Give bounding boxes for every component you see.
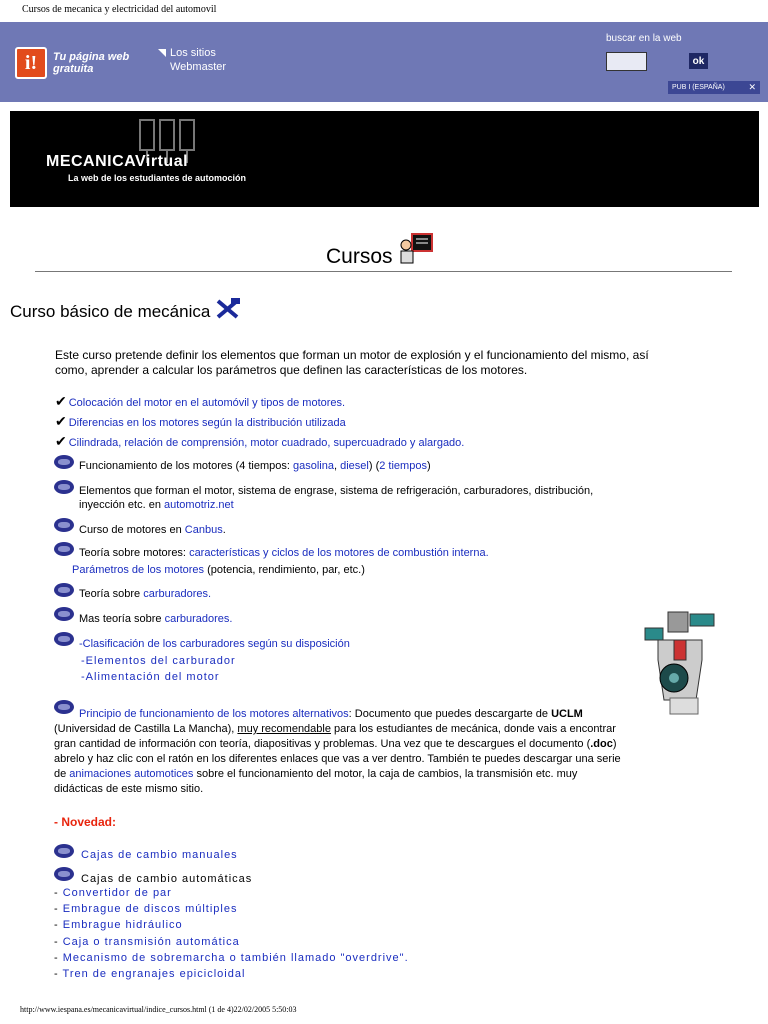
dash-link[interactable]: Convertidor de par <box>62 887 172 899</box>
link-colocacion[interactable]: Colocación del motor en el automóvil y tipos de motores. <box>68 397 346 409</box>
nav-item-los-sitios[interactable]: Los sitios <box>158 46 226 60</box>
link-canbus[interactable]: Canbus <box>184 524 223 536</box>
gear-bullet-icon <box>54 867 74 881</box>
gear-bullet-icon <box>54 542 74 556</box>
link-2-tiempos[interactable]: 2 tiempos <box>379 460 427 472</box>
list-item: Teoría sobre carburadores. <box>79 588 212 600</box>
link-automotriz[interactable]: automotriz.net <box>164 498 234 511</box>
engine-icon <box>640 610 720 720</box>
dash-link[interactable]: Caja o transmisión automática <box>62 936 240 948</box>
site-banner[interactable] <box>10 111 759 207</box>
dash-link[interactable]: Embrague hidráulico <box>62 919 183 931</box>
link-animaciones[interactable]: animaciones automotices <box>69 768 194 780</box>
list-item: Parámetros de los motores (potencia, rendimiento, par, etc.) <box>72 564 365 576</box>
checkmark-icon: ✔ <box>55 393 67 409</box>
gear-bullet-icon <box>54 632 74 646</box>
list-item: Elementos que forman el motor, sistema de engrase, sistema de refrigeración, carburadores, distribución, inyección etc. en automotriz.net <box>79 485 594 511</box>
gear-bullet-icon <box>54 518 74 532</box>
checkmark-icon: ✔ <box>55 413 67 429</box>
link-cilindrada[interactable]: Cilindrada, relación de comprensión, motor cuadrado, supercuadrado y alargado. <box>68 437 465 449</box>
dash-list-item: - Caja o transmisión automática <box>54 936 240 948</box>
link-alimentacion[interactable]: -Alimentación del motor <box>81 671 220 683</box>
link-carburadores[interactable]: carburadores. <box>143 588 212 600</box>
page-title: Cursos de mecanica y electricidad del automovil <box>22 4 217 15</box>
list-item: Teoría sobre motores: características y ciclos de los motores de combustión interna. <box>79 547 489 559</box>
logo-text: Tu página web gratuita <box>53 51 130 75</box>
search-input[interactable] <box>606 52 647 71</box>
logo-icon: i! <box>15 47 47 79</box>
link-muy-recomendable[interactable]: muy recomendable <box>237 723 331 735</box>
checkmark-icon: ✔ <box>55 433 67 449</box>
triangle-icon <box>158 49 166 57</box>
link-elementos-carburador[interactable]: -Elementos del carburador <box>81 655 236 667</box>
search-ok-button[interactable]: ok <box>689 53 708 69</box>
list-item <box>55 415 346 431</box>
gear-bullet-icon <box>54 844 74 858</box>
heading-cursos: Cursos <box>326 233 434 269</box>
list-item <box>55 395 345 411</box>
teacher-icon <box>398 233 434 265</box>
link-parametros[interactable]: Parámetros de los motores <box>72 564 205 576</box>
dash-list-item: - Embrague de discos múltiples <box>54 903 238 915</box>
gear-bullet-icon <box>54 583 74 597</box>
link-clasificacion[interactable]: -Clasificación de los carburadores según su disposición <box>79 638 350 650</box>
nav-links <box>158 46 226 74</box>
banner-logo: MECANICAVirtual <box>46 153 189 170</box>
list-item <box>55 435 464 451</box>
search-label: buscar en la web <box>606 33 682 44</box>
pub-badge[interactable]: PUB I (ESPAÑA) ✕ <box>668 81 760 94</box>
site-logo[interactable] <box>15 47 133 79</box>
link-cajas-manuales[interactable]: Cajas de cambio manuales <box>81 849 238 861</box>
dash-link[interactable]: Tren de engranajes epicicloidal <box>62 968 246 980</box>
dash-list-item: - Embrague hidráulico <box>54 919 183 931</box>
gear-bullet-icon <box>54 480 74 494</box>
gear-bullet-icon <box>54 607 74 621</box>
wrench-hammer-icon <box>215 298 241 320</box>
top-bar <box>0 22 768 102</box>
banner-subtitle: La web de los estudiantes de automoción <box>68 173 247 183</box>
gear-bullet-icon <box>54 455 74 469</box>
page-footer-url: http://www.iespana.es/mecanicavirtual/indice_cursos.html (1 de 4)22/02/2005 5:50:03 <box>20 1005 297 1014</box>
dash-list-item: - Mecanismo de sobremarcha o también llamado "overdrive". <box>54 952 409 964</box>
dash-link[interactable]: Mecanismo de sobremarcha o también llamado "overdrive". <box>62 952 409 964</box>
novedad-label: - Novedad: <box>54 815 117 829</box>
list-item: Curso de motores en Canbus. <box>79 524 226 536</box>
link-gasolina[interactable]: gasolina <box>293 460 334 472</box>
principio-paragraph: Principio de funcionamiento de los motores alternativos: Documento que puedes descargarte de UCLM (Universidad de Castilla La Mancha), muy recomendable para los estudiantes de mecánica, donde vais a encontrar gran cantidad de información con teoría, diapositivas y problemas. Una vez que te descargues el documento (.doc) abrelo y haz clic con el ratón en los diferentes enlaces que vas a ver dentro. También te puedes descargar una serie de animaciones automotices sobre el funcionamiento del motor, la caja de cambios, la transmisión etc. muy didácticas de este mismo sitio. <box>54 708 621 795</box>
divider <box>35 271 732 272</box>
nav-item-webmaster[interactable]: Webmaster <box>170 61 227 73</box>
cajas-automaticas-label: Cajas de cambio automáticas <box>81 873 253 885</box>
link-mas-carburadores[interactable]: carburadores. <box>164 613 233 625</box>
intro-paragraph: Este curso pretende definir los elementos que forman un motor de explosión y el funcionamiento del mismo, así como, aprender a calcular los parámetros que definen las características de los motores. <box>55 348 649 377</box>
close-icon[interactable]: ✕ <box>748 82 756 92</box>
list-item: Funcionamiento de los motores (4 tiempos: gasolina, diesel) (2 tiempos) <box>79 460 431 472</box>
dash-list-item: - Tren de engranajes epicicloidal <box>54 968 246 980</box>
link-caracteristicas[interactable]: características y ciclos de los motores de combustión interna. <box>189 547 489 559</box>
dash-link[interactable]: Embrague de discos múltiples <box>62 903 238 915</box>
link-principio[interactable]: Principio de funcionamiento de los motores alternativos <box>79 708 349 720</box>
dash-list-item: - Convertidor de par <box>54 887 172 899</box>
link-diesel[interactable]: diesel <box>340 460 369 472</box>
link-diferencias[interactable]: Diferencias en los motores según la distribución utilizada <box>68 417 346 429</box>
list-item: Mas teoría sobre carburadores. <box>79 613 233 625</box>
heading-curso-basico: Curso básico de mecánica <box>10 298 241 322</box>
